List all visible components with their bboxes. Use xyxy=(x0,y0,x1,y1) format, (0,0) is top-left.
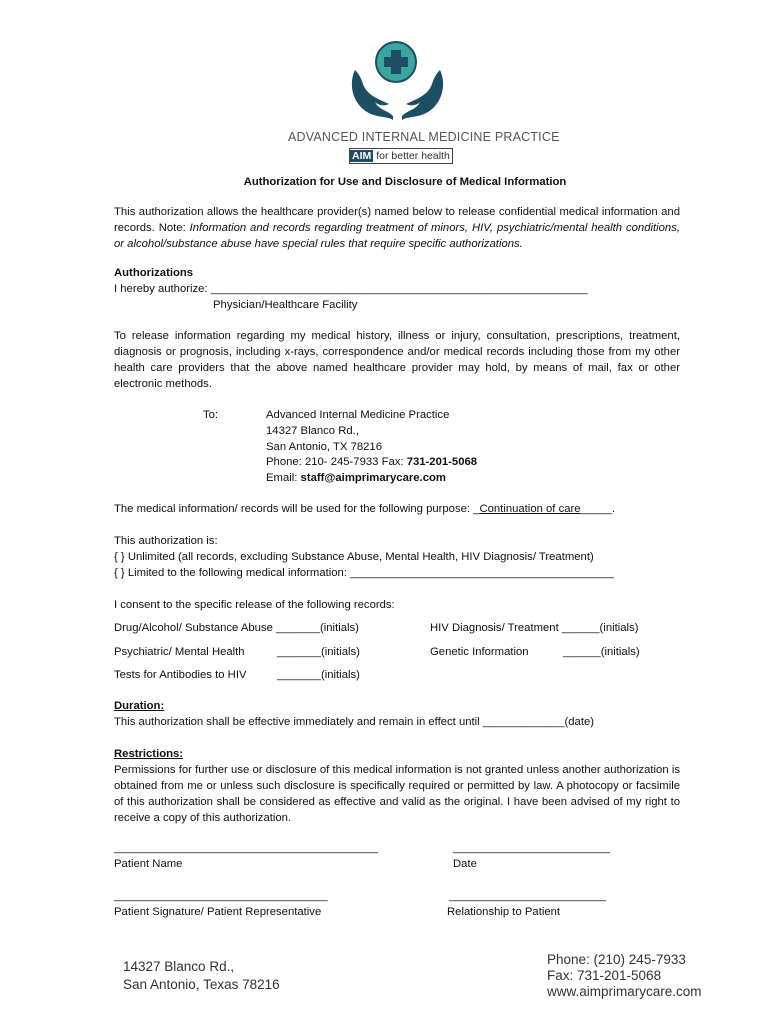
relationship-line[interactable]: _________________________ xyxy=(449,890,607,902)
tagline xyxy=(349,148,453,164)
record-antibodies-label: Tests for Antibodies to HIV xyxy=(114,669,247,681)
footer-website[interactable]: www.aimprimarycare.com xyxy=(547,984,702,999)
option-unlimited[interactable]: { } Unlimited (all records, excluding Substance Abuse, Mental Health, HIV Diagnosis/ Treatment) xyxy=(114,551,594,563)
release-paragraph: To release information regarding my medical history, illness or injury, consultation, prescriptions, treatment, diagnosis or prognosis, including x-rays, correspondence and/or medical records including those from my other health care providers that the above named healthcare provider may hold, by means of mail, fax or other electronic methods. xyxy=(114,330,680,390)
record-psychiatric-label: Psychiatric/ Mental Health xyxy=(114,646,245,658)
authorization-is-label: This authorization is: xyxy=(114,535,218,547)
duration-heading: Duration: xyxy=(114,700,165,712)
tagline-text: for better health xyxy=(376,150,450,162)
email-label: Email: xyxy=(266,472,301,484)
patient-signature-label: Patient Signature/ Patient Representative xyxy=(114,906,322,918)
intro-paragraph xyxy=(114,204,680,252)
record-psychiatric-initials[interactable]: _______(initials) xyxy=(277,646,360,658)
recipient-email xyxy=(266,470,446,486)
duration-text[interactable]: This authorization shall be effective immediately and remain in effect until _____________(date) xyxy=(114,716,594,728)
intro-text: This authorization allows the healthcare provider(s) named below to release confidential medical information and records. Note: xyxy=(114,206,680,234)
authorize-line[interactable]: I hereby authorize: ____________________________________________________________ xyxy=(114,283,588,295)
date-line[interactable]: _________________________ xyxy=(453,842,611,854)
intro-note: Information and records regarding treatment of minors, HIV, psychiatric/mental health conditions, or alcohol/substance abuse have special rules that require specific authorizations. xyxy=(114,222,680,250)
record-hiv[interactable]: HIV Diagnosis/ Treatment ______(initials) xyxy=(430,622,639,634)
record-genetic-label: Genetic Information xyxy=(430,646,529,658)
recipient-street: 14327 Blanco Rd., xyxy=(266,425,359,437)
purpose-suffix: _____. xyxy=(580,503,616,515)
footer-address-line2: San Antonio, Texas 78216 xyxy=(123,977,280,992)
option-limited[interactable]: { } Limited to the following medical information: __________________________________________ xyxy=(114,567,614,579)
phone-label: Phone: 210- 245-7933 Fax: xyxy=(266,456,407,468)
patient-name-line[interactable]: __________________________________________ xyxy=(114,842,378,854)
relationship-label: Relationship to Patient xyxy=(447,906,561,918)
footer-address-line1: 14327 Blanco Rd., xyxy=(123,959,235,974)
recipient-phone-fax xyxy=(266,454,477,470)
consent-line: I consent to the specific release of the following records: xyxy=(114,599,395,611)
authorizations-heading: Authorizations xyxy=(114,267,194,279)
purpose-value: Continuation of care xyxy=(479,503,581,515)
purpose-line[interactable] xyxy=(114,501,615,517)
practice-name: ADVANCED INTERNAL MEDICINE PRACTICE xyxy=(288,130,560,144)
recipient-city: San Antonio, TX 78216 xyxy=(266,441,382,453)
purpose-prefix: The medical information/ records will be used for the following purpose: _ xyxy=(114,503,480,515)
fax-number: 731-201-5068 xyxy=(406,456,478,468)
page-title: Authorization for Use and Disclosure of Medical Information xyxy=(243,176,567,188)
footer-fax: Fax: 731-201-5068 xyxy=(547,968,662,983)
restrictions-text: Permissions for further use or disclosure of this medical information is not granted unless another authorization is obtained from me or unless such disclosure is specifically required or permitted by law. A photocopy or facsimile of this authorization shall be considered as effective and valid as the original. I have been advised of my right to receive a copy of this authorization. xyxy=(114,764,680,824)
email-address: staff@aimprimarycare.com xyxy=(300,472,446,484)
medical-cross-hands-logo-icon xyxy=(345,40,450,128)
tagline-brand: AIM xyxy=(352,150,372,162)
physician-label: Physician/Healthcare Facility xyxy=(213,299,358,311)
patient-name-label: Patient Name xyxy=(114,858,183,870)
to-label: To: xyxy=(203,409,219,421)
patient-signature-line[interactable]: __________________________________ xyxy=(114,890,328,902)
record-genetic-initials[interactable]: ______(initials) xyxy=(563,646,640,658)
recipient-name: Advanced Internal Medicine Practice xyxy=(266,409,450,421)
record-drug-alcohol[interactable]: Drug/Alcohol/ Substance Abuse _______(initials) xyxy=(114,622,359,634)
restrictions-heading: Restrictions: xyxy=(114,748,184,760)
date-label: Date xyxy=(453,858,477,870)
footer-phone: Phone: (210) 245-7933 xyxy=(547,952,686,967)
record-antibodies-initials[interactable]: _______(initials) xyxy=(277,669,360,681)
